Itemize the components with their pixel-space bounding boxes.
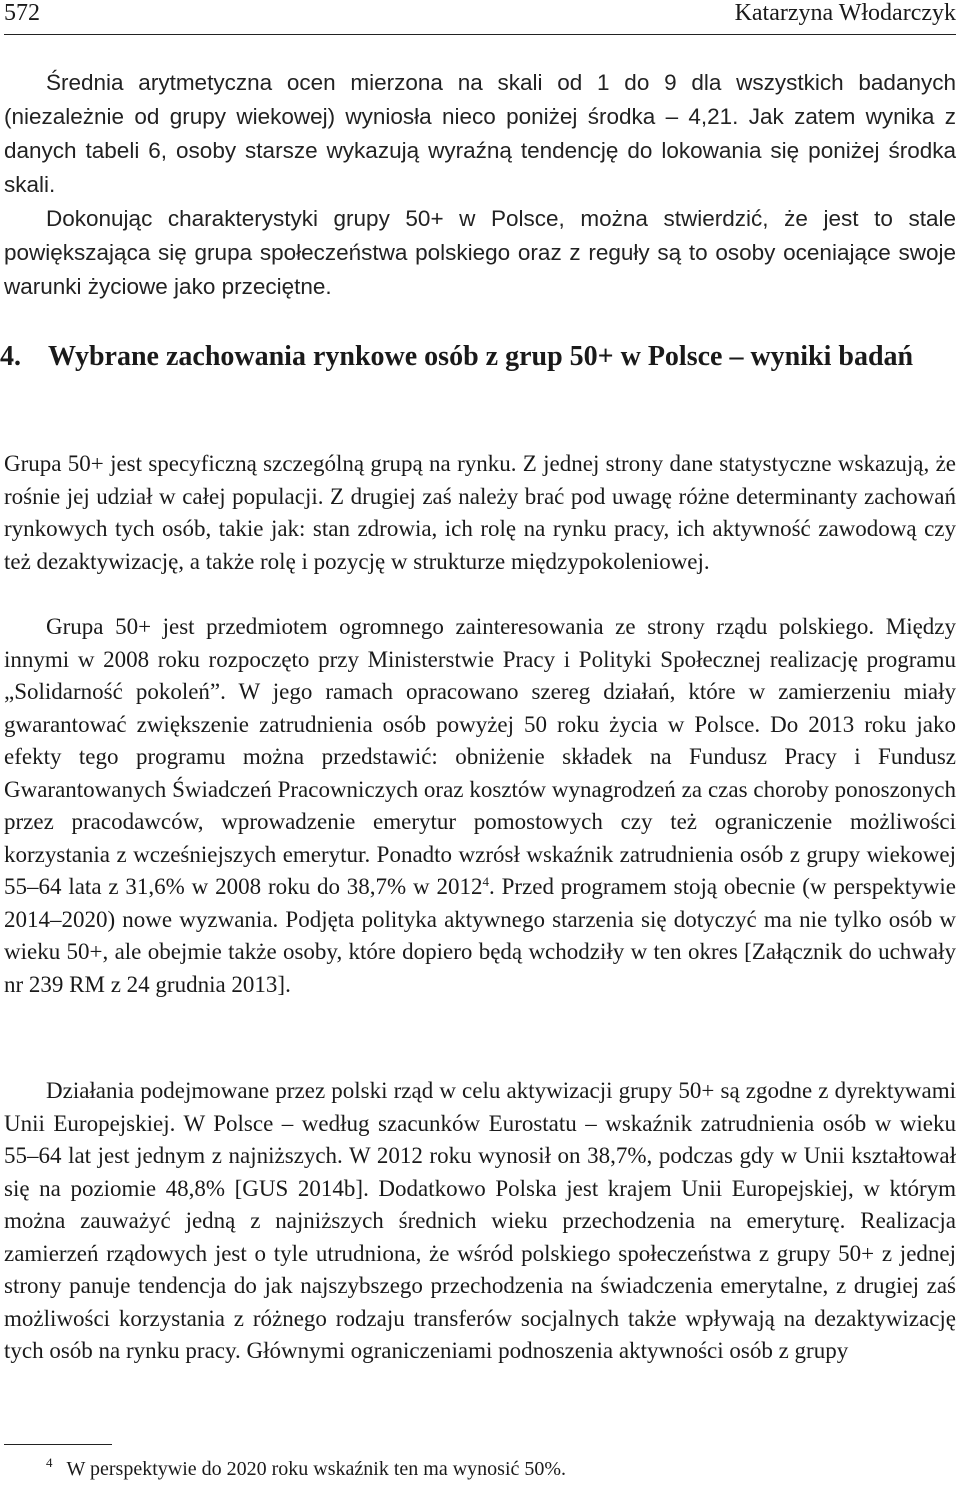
page-number: 572 [4, 0, 40, 26]
page-header [4, 0, 956, 35]
section-number: 4. [0, 341, 21, 372]
body-paragraph-1: Grupa 50+ jest specyficzną szczególną grupą na rynku. Z jednej strony dane statystyczne wskazują, że rośnie jej udział w całej populacji. Z drugiej zaś należy brać pod uwagę różne determinanty zachowań rynkowych tych osób, takie jak: stan zdrowia, ich rolę na rynku pracy, ich aktywność zawodową czy też dezaktywizację, a także rolę i pozycję w strukturze międzypokoleniowej. [4, 451, 956, 574]
footnote-reference[interactable]: 4 [482, 874, 489, 889]
footnote-mark: 4 [46, 1455, 53, 1470]
intro-paragraph-1: Średnia arytmetyczna ocen mierzona na skali od 1 do 9 dla wszystkich badanych (niezależnie od grupy wiekowej) wyniosła nieco poniżej środka – 4,21. Jak zatem wynika z danych tabeli 6, osoby starsze wykazują wyraźną tendencję do lokowania się poniżej środka skali. [4, 70, 956, 197]
footnote-divider [4, 1444, 112, 1445]
section-heading [0, 338, 920, 376]
body-paragraph-2-part-1: Grupa 50+ jest przedmiotem ogromnego zainteresowania ze strony rządu polskiego. Między innymi w 2008 roku rozpoczęto przy Ministerstwie Pracy i Polityki Społecznej realizację programu „Solidarność pokoleń”. W jego ramach opracowano szereg działań, które w zamierzeniu miały gwarantować zwiększenie zatrudnienia osób powyżej 50 roku życia w Polsce. Do 2013 roku jako efekty tego programu można przedstawić: obniżenie składek na Fundusz Pracy i Fundusz Gwarantowanych Świadczeń Pracowniczych oraz kosztów wynagrodzeń za czas choroby ponoszonych przez pracodawców, wprowadzenie emerytur pomostowych czy też ograniczenie możliwości korzystania z wcześniejszych emerytur. Ponadto wzrósł wskaźnik zatrudnienia osób z grupy wiekowej 55–64 lata z 31,6% w 2008 roku do 38,7% w 2012 [4, 614, 956, 899]
body-paragraph-2-part-2: . Przed programem stoją obecnie (w perspektywie 2014–2020) nowe wyzwania. Podjęta polityka aktywnego starzenia się dotyczyć ma nie tylko osób w wieku 50+, ale obejmie także osoby, które dopiero będą wchodziły w ten okres [Załącznik do uchwały nr 239 RM z 24 grudnia 2013]. [4, 874, 956, 997]
body-paragraph-2 [4, 611, 956, 1001]
footnote-text: W perspektywie do 2020 roku wskaźnik ten ma wynosić 50%. [66, 1458, 567, 1480]
running-head-author: Katarzyna Włodarczyk [734, 0, 956, 26]
body-paragraph-3: Działania podejmowane przez polski rząd w celu aktywizacji grupy 50+ są zgodne z dyrektywami Unii Europejskiej. W Polsce – według szacunków Eurostatu – wskaźnik zatrudnienia osób w wieku 55–64 lat jest jednym z najniższych. W 2012 roku wynosił on 38,7%, podczas gdy w Unii kształtował się na poziomie 48,8% [GUS 2014b]. Dodatkowo Polska jest krajem Unii Europejskiej, w którym można zauważyć jedną z najniższych średnich wieku przechodzenia na emeryturę. Realizacja zamierzeń rządowych jest o tyle utrudniona, że wśród polskiego społeczeństwa z grupy 50+ z jednej strony panuje tendencja do jak najszybszego przechodzenia na świadczenia emerytalne, z drugiej zaś możliwości korzystania z różnego rodzaju transferów socjalnych także wpływają na dezaktywizację tych osób na rynku pracy. Głównymi ograniczeniami podnoszenia aktywności osób z grupy [4, 1078, 956, 1363]
intro-paragraph-2: Dokonując charakterystyki grupy 50+ w Polsce, można stwierdzić, że jest to stale powiększająca się grupa społeczeństwa polskiego oraz z reguły są to osoby oceniające swoje warunki życiowe jako przeciętne. [4, 206, 956, 299]
section-title: Wybrane zachowania rynkowe osób z grup 50+ w Polsce – wyniki badań [48, 341, 914, 372]
footnote [46, 1456, 566, 1482]
